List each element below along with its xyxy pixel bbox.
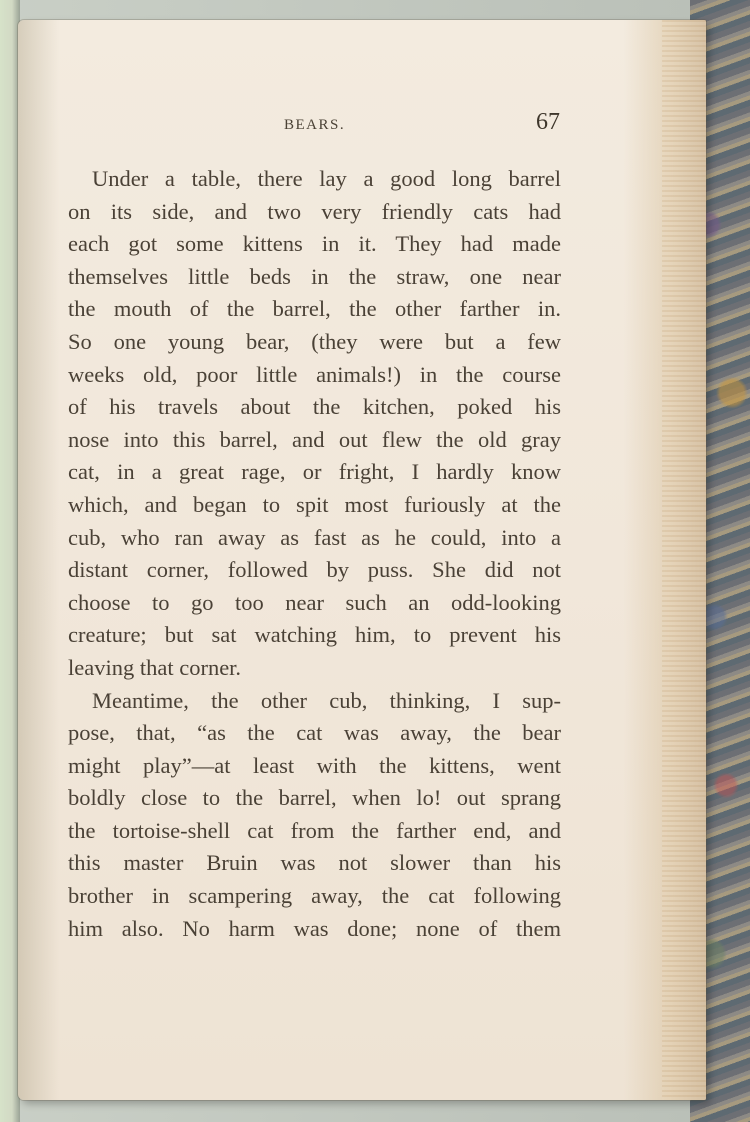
page-fore-edge — [662, 20, 706, 1100]
page-header — [18, 109, 580, 145]
text-line: themselves little beds in the straw, one near — [68, 263, 561, 289]
text-line: might play”—at least with the kittens, went — [68, 752, 561, 778]
text-line: weeks old, poor little animals!) in the course — [68, 361, 561, 387]
text-line: of his travels about the kitchen, poked his — [68, 394, 561, 420]
body-text — [68, 163, 561, 945]
page-number: 67 — [536, 109, 560, 135]
text-line: cat, in a great rage, or fright, I hardly know — [68, 459, 561, 485]
text-line: brother in scampering away, the cat following — [68, 883, 561, 909]
text-line: So one young bear, (they were but a few — [68, 328, 561, 354]
book-page — [18, 20, 706, 1100]
text-line: choose to go too near such an odd-looking — [68, 589, 561, 615]
text-line: the tortoise-shell cat from the farther end, and — [68, 817, 561, 843]
text-line: on its side, and two very friendly cats had — [68, 198, 561, 224]
text-line: Meantime, the other cub, thinking, I sup- — [92, 687, 561, 713]
text-line: boldly close to the barrel, when lo! out sprang — [68, 785, 561, 811]
text-line: creature; but sat watching him, to prevent his — [68, 622, 561, 648]
text-line: nose into this barrel, and out flew the old gray — [68, 426, 561, 452]
text-line: Under a table, there lay a good long barrel — [92, 166, 561, 191]
text-line: him also. No harm was done; none of them — [68, 915, 561, 941]
text-line: pose, that, “as the cat was away, the bear — [68, 720, 561, 746]
text-line: each got some kittens in it. They had made — [68, 231, 561, 257]
text-line: the mouth of the barrel, the other farther in. — [68, 296, 561, 322]
text-line: cub, who ran away as fast as he could, into a — [68, 524, 561, 550]
text-line: which, and began to spit most furiously at the — [68, 491, 561, 517]
facing-page-edge — [0, 0, 20, 1122]
running-head: BEARS. — [284, 117, 346, 133]
text-line: this master Bruin was not slower than his — [68, 850, 561, 876]
text-line: leaving that corner. — [68, 654, 242, 680]
text-line: distant corner, followed by puss. She did not — [68, 557, 561, 583]
